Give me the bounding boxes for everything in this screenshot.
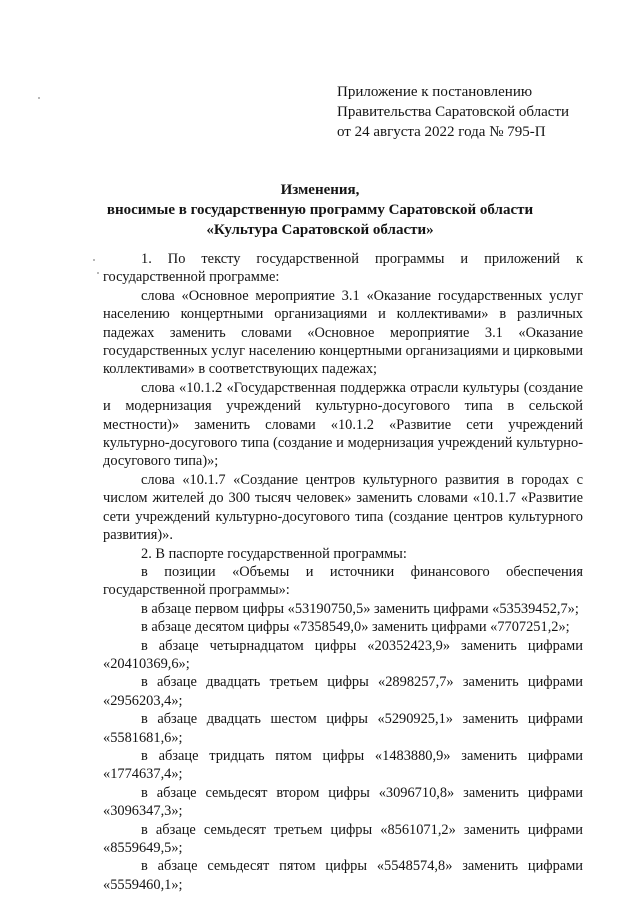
title-line: Изменения, bbox=[280, 182, 360, 198]
title-line: «Культура Саратовской области» bbox=[206, 222, 434, 238]
document-body bbox=[103, 250, 583, 894]
paragraph: в абзаце двадцать шестом цифры «5290925,1» заменить цифрами «5581681,6»; bbox=[103, 711, 583, 746]
paragraph: слова «10.1.2 «Государственная поддержка отрасли культуры (создание и модернизация учреждений культурно-досугового типа в сельской местности)» заменить словами «10.1.2 «Развитие сети учреждений культурно-досугового типа (создание и модернизация учреждений культурно-досугового типа)»; bbox=[103, 379, 583, 470]
title-line: вносимые в государственную программу Саратовской области bbox=[106, 202, 534, 218]
paragraph: в абзаце двадцать третьем цифры «2898257,7» заменить цифрами «2956203,4»; bbox=[103, 674, 583, 709]
appendix-line: от 24 августа 2022 года № 795-П bbox=[337, 124, 546, 140]
paragraph: в абзаце десятом цифры «7358549,0» заменить цифрами «7707251,2»; bbox=[141, 619, 570, 636]
paragraph: в абзаце тридцать пятом цифры «1483880,9» заменить цифрами «1774637,4»; bbox=[103, 747, 583, 783]
paragraph: слова «Основное мероприятие 3.1 «Оказание государственных услуг населению концертными организациями и коллективами» в различных падежах заменить словами «Основное мероприятие 3.1 «Оказание государственных услуг населению концертными организациями и цирковыми коллективами» в соответствующих падежах; bbox=[103, 287, 583, 378]
paragraph: в абзаце семьдесят втором цифры «3096710,8» заменить цифрами «3096347,3»; bbox=[103, 784, 583, 820]
paragraph: в абзаце четырнадцатом цифры «20352423,9» заменить цифрами «20410369,6»; bbox=[103, 637, 583, 672]
appendix-line: Правительства Саратовской области bbox=[337, 104, 570, 120]
paragraph: в абзаце семьдесят третьем цифры «8561071,2» заменить цифрами «8559649,5»; bbox=[103, 821, 583, 856]
scan-speck bbox=[38, 97, 40, 99]
scan-speck bbox=[97, 272, 99, 274]
paragraph: 2. В паспорте государственной программы: bbox=[141, 545, 407, 562]
paragraph: 1. По тексту государственной программы и приложений к государственной программе: bbox=[103, 251, 583, 286]
paragraph: в позиции «Объемы и источники финансового обеспечения государственной программы»: bbox=[103, 563, 583, 599]
appendix-reference bbox=[337, 82, 569, 142]
appendix-line: Приложение к постановлению bbox=[337, 84, 533, 100]
paragraph: в абзаце первом цифры «53190750,5» заменить цифрами «53539452,7»; bbox=[141, 600, 579, 617]
scan-speck bbox=[93, 259, 95, 261]
paragraph: слова «10.1.7 «Создание центров культурного развития в городах с числом жителей до 300 тысяч человек» заменить словами «10.1.7 «Развитие сети учреждений культурно-досугового типа (создание центров культурного развития)». bbox=[103, 471, 583, 544]
document-title bbox=[0, 180, 640, 240]
paragraph: в абзаце семьдесят пятом цифры «5548574,8» заменить цифрами «5559460,1»; bbox=[103, 858, 583, 893]
